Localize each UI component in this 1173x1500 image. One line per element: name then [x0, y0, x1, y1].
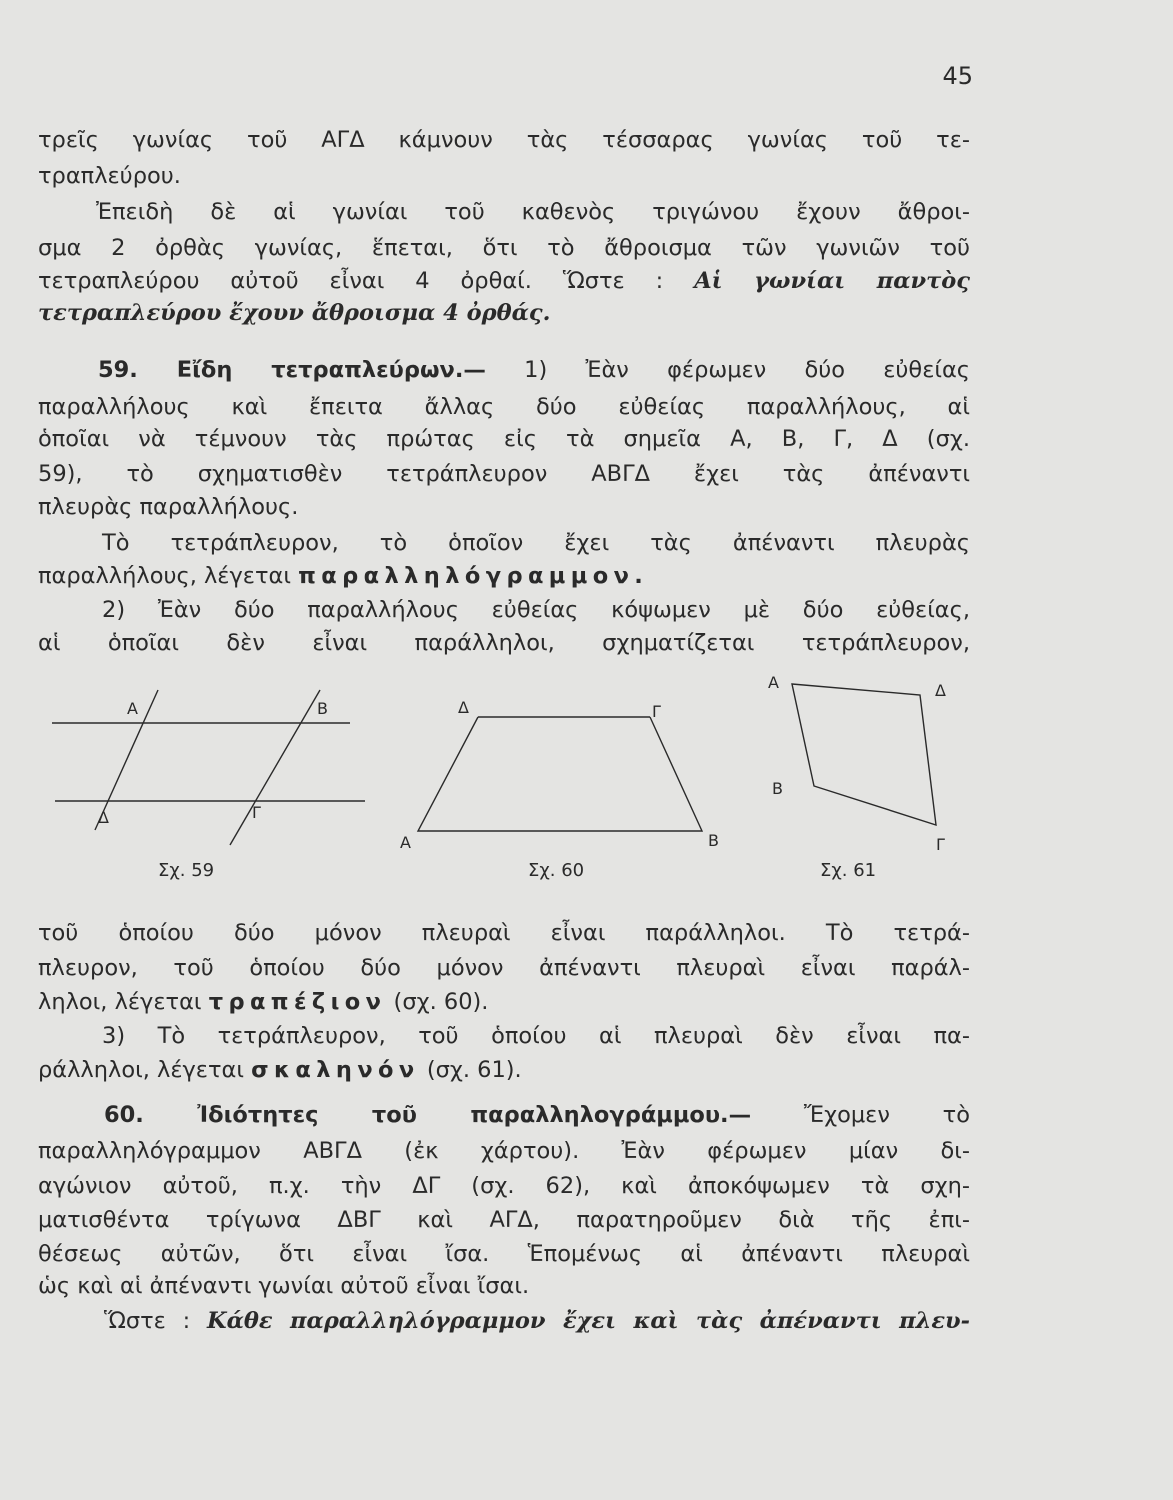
text-line: αἱ ὁποῖαι δὲν εἶναι παράλληλοι, σχηματίζεται τετράπλευρον,	[38, 630, 970, 656]
page-number: 45	[942, 62, 973, 90]
figure-caption-60: Σχ. 60	[528, 860, 585, 881]
label-A: Α	[768, 673, 779, 692]
figure-61	[760, 668, 980, 858]
text-line	[38, 561, 970, 591]
label-B: Β	[708, 831, 719, 850]
label-G: Γ	[652, 702, 661, 721]
text-line	[104, 1306, 970, 1336]
text-line	[38, 266, 970, 296]
text-span: παραλλήλους, λέγεται	[38, 563, 291, 589]
text-line	[38, 987, 970, 1017]
label-B: Β	[772, 779, 783, 798]
text-line: πλευρον, τοῦ ὁποίου δύο μόνον ἀπέναντι πλευραὶ εἶναι παράλ-	[38, 955, 970, 981]
text-line: ὡς καὶ αἱ ἀπέναντι γωνίαι αὐτοῦ εἶναι ἴσαι.	[38, 1273, 530, 1299]
section-59-line	[98, 355, 970, 385]
text-line: παραλληλόγραμμον ΑΒΓΔ (ἐκ χάρτου). Ἐὰν φέρωμεν μίαν δι-	[38, 1138, 970, 1164]
figure-caption-61: Σχ. 61	[820, 860, 877, 881]
text-span: τετραπλεύρου αὐτοῦ εἶναι 4 ὀρθαί. Ὥστε :	[38, 268, 664, 294]
figure-caption-59: Σχ. 59	[158, 860, 215, 881]
figure-60	[390, 690, 730, 860]
section-heading-59: 59. Εἴδη τετραπλεύρων.—	[98, 357, 486, 383]
label-D: Δ	[935, 681, 946, 700]
text-span: (σχ. 61).	[426, 1057, 522, 1083]
text-span: ράλληλοι, λέγεται	[38, 1057, 244, 1083]
label-B: Β	[317, 699, 328, 718]
label-A: Α	[400, 833, 411, 852]
text-line: αγώνιον αὐτοῦ, π.χ. τὴν ΔΓ (σχ. 62), καὶ ἀποκόψωμεν τὰ σχη-	[38, 1173, 970, 1199]
text-line: πλευρὰς παραλλήλους.	[38, 494, 299, 520]
section-60-line	[104, 1100, 970, 1130]
label-G: Γ	[252, 803, 261, 822]
text-line: 3) Τὸ τετράπλευρον, τοῦ ὁποίου αἱ πλευραὶ δὲν εἶναι πα-	[102, 1023, 970, 1049]
text-line: παραλλήλους καὶ ἔπειτα ἄλλας δύο εὐθείας παραλλήλους, αἱ	[38, 394, 970, 420]
text-line: τοῦ ὁποίου δύο μόνον πλευραὶ εἶναι παράλληλοι. Τὸ τετρά-	[38, 920, 970, 946]
term-parallelogram: παραλληλόγραμμον.	[298, 563, 649, 589]
italic-theorem: Αἱ γωνίαι παντὸς	[694, 268, 971, 294]
text-line: 59), τὸ σχηματισθὲν τετράπλευρον ΑΒΓΔ ἔχει τὰς ἀπέναντι	[38, 461, 970, 487]
label-G: Γ	[936, 835, 945, 854]
label-D: Δ	[458, 698, 469, 717]
text-span: 1) Ἐὰν φέρωμεν δύο εὐθείας	[524, 357, 971, 383]
text-line: 2) Ἐὰν δύο παραλλήλους εὐθείας κόψωμεν μὲ δύο εὐθείας,	[102, 597, 970, 623]
text-line	[38, 1055, 970, 1085]
text-line: τρεῖς γωνίας τοῦ ΑΓΔ κάμνουν τὰς τέσσαρας γωνίας τοῦ τε-	[38, 127, 970, 153]
text-span: Ὥστε :	[104, 1308, 191, 1334]
section-heading-60: 60. Ἰδιότητες τοῦ παραλληλογράμμου.—	[104, 1102, 752, 1128]
italic-theorem: τετραπλεύρου ἔχουν ἄθροισμα 4 ὀρθάς.	[38, 300, 551, 326]
text-span: Ἔχομεν τὸ	[803, 1102, 970, 1128]
figure-59	[40, 670, 380, 885]
text-line: σμα 2 ὀρθὰς γωνίας, ἕπεται, ὅτι τὸ ἄθροισμα τῶν γωνιῶν τοῦ	[38, 235, 970, 261]
text-line: ὁποῖαι νὰ τέμνουν τὰς πρώτας εἰς τὰ σημεῖα Α, Β, Γ, Δ (σχ.	[38, 426, 970, 452]
text-span: ληλοι, λέγεται	[38, 989, 202, 1015]
text-line: Τὸ τετράπλευρον, τὸ ὁποῖον ἔχει τὰς ἀπέναντι πλευρὰς	[102, 530, 970, 556]
text-span: (σχ. 60).	[393, 989, 489, 1015]
text-line: Ἐπειδὴ δὲ αἱ γωνίαι τοῦ καθενὸς τριγώνου ἔχουν ἄθροι-	[96, 199, 970, 225]
text-line: θέσεως αὐτῶν, ὅτι εἶναι ἴσα. Ἑπομένως αἱ ἀπέναντι πλευραὶ	[38, 1241, 970, 1267]
label-A: Α	[127, 699, 138, 718]
label-D: Δ	[98, 808, 109, 827]
text-line: τραπλεύρου.	[38, 163, 181, 189]
italic-theorem: Κάθε παραλληλόγραμμον ἔχει καὶ τὰς ἀπέναντι πλευ-	[207, 1308, 970, 1334]
text-line: ματισθέντα τρίγωνα ΔΒΓ καὶ ΑΓΔ, παρατηροῦμεν διὰ τῆς ἐπι-	[38, 1207, 970, 1233]
term-scalene: σκαληνόν	[251, 1057, 420, 1083]
term-trapezoid: τραπέζιον	[208, 989, 387, 1015]
